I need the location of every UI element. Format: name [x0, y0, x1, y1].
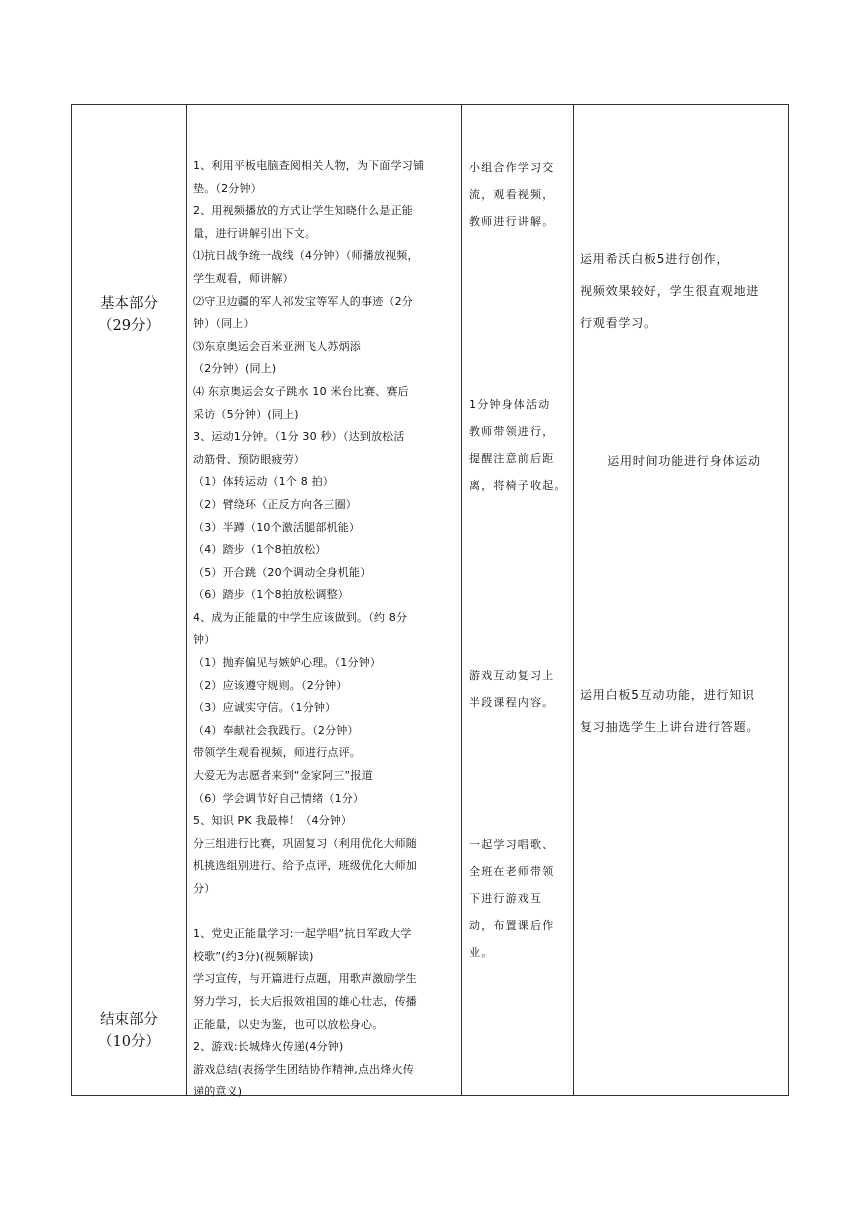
content-line: 2、游戏:长城烽火传递(4分钟) [193, 1040, 344, 1054]
content-line: 钟） [193, 633, 216, 647]
content-line: （6）踏步（1个8拍放松调整） [193, 588, 349, 602]
column-divider [573, 105, 574, 1095]
text-line: 游戏互动复习上 [469, 669, 555, 682]
content-line: 分） [193, 882, 216, 895]
content-line: 1、党史正能量学习:一起学唱“抗日军政大学 [193, 927, 412, 941]
content-line: （2）应该遵守规则。（2分钟） [193, 678, 348, 692]
text-line: 教师进行讲解。 [469, 215, 555, 228]
content-line: 学生观看，师讲解） [193, 271, 294, 285]
text-line: 全班在老师带领 [469, 865, 555, 878]
content-line: （4）踏步（1个8拍放松） [193, 543, 327, 557]
student-activity-block [469, 154, 569, 235]
content-line: ⑴抗日战争统一战线（4分钟）（师播放视频， [193, 249, 419, 263]
content-line: ⑷ 东京奥运会女子跳水 10 米台比赛、赛后 [193, 384, 409, 398]
text-line: 离，将椅子收起。 [469, 479, 567, 492]
content-line: 垫。（2分钟） [193, 181, 262, 195]
lesson-plan-table [71, 104, 789, 1099]
content-line: 4、成为正能量的中学生应该做到。（约 8分 [193, 610, 408, 624]
content-line: 游戏总结(表扬学生团结协作精神,点出烽火传 [193, 1062, 414, 1076]
text-line: 小组合作学习交 [469, 161, 555, 174]
content-line: （2分钟）(同上) [193, 362, 277, 376]
text-line: 半段课程内容。 [469, 696, 555, 709]
content-line: ⑵守卫边疆的军人祁发宝等军人的事迹（2分 [193, 294, 413, 308]
column-divider [461, 105, 462, 1095]
text-line: 业。 [469, 946, 494, 959]
content-line: 钟）（同上） [193, 317, 255, 331]
content-line: 采访（5分钟）(同上) [193, 407, 299, 421]
teaching-content-column [193, 155, 456, 1104]
section-duration: （29分） [98, 318, 160, 334]
column-divider [186, 105, 187, 1095]
text-line: 运用白板5互动功能，进行知识 [580, 688, 755, 702]
text-line: 提醒注意前后距 [469, 452, 555, 465]
content-line: 分三组进行比赛，巩固复习（利用优化大师随 [193, 836, 417, 850]
content-line: 大爱无为志愿者来到“金家阿三”报道 [193, 769, 373, 783]
blank-line [193, 901, 456, 924]
text-line: 运用时间功能进行身体运动 [607, 454, 761, 468]
content-line: （4）奉献社会我践行。（2分钟） [193, 723, 359, 737]
content-line: 动筋骨、预防眼疲劳） [193, 452, 305, 466]
content-line: （5）开合跳（20个调动全身机能） [193, 565, 372, 579]
section-label-end [72, 1009, 186, 1053]
content-line: （3）应诚实守信。（1分钟） [193, 701, 337, 715]
content-line: 5、知识 PK 我最棒！（4分钟） [193, 814, 353, 828]
student-activity-block [469, 831, 569, 966]
text-line: 流，观看视频， [469, 188, 555, 201]
content-line: ⑶东京奥运会百米亚洲飞人苏炳添 [193, 339, 361, 353]
content-line: 3、运动1分钟。（1分 30 秒）（达到放松活 [193, 430, 405, 444]
text-line: 一起学习唱歌、 [469, 838, 555, 851]
content-line: （2）臂绕环（正反方向各三圈） [193, 497, 357, 511]
student-activity-block [469, 391, 569, 499]
tech-note-block [580, 243, 788, 339]
text-line: 行观看学习。 [580, 316, 657, 330]
student-activity-block [469, 662, 569, 716]
content-line: 2、用视频播放的方式让学生知晓什么是正能 [193, 204, 413, 218]
section-title: 结束部分 [100, 1012, 158, 1028]
text-line: 动，布置课后作 [469, 919, 555, 932]
text-line: 复习抽选学生上讲台进行答题。 [580, 720, 760, 734]
section-title: 基本部分 [100, 296, 158, 312]
section-label-basic [72, 293, 186, 337]
text-line: 运用希沃白板5进行创作， [580, 252, 730, 266]
content-line: 学习宣传，与开篇进行点题，用歌声激励学生 [193, 972, 417, 986]
content-line: （1）抛弃偏见与嫉妒心理。（1分钟） [193, 656, 382, 670]
text-line: 教师带领进行， [469, 425, 555, 438]
tech-note-block [580, 679, 788, 743]
content-line: 努力学习，长大后报效祖国的雄心壮志，传播 [193, 994, 417, 1008]
content-line: 校歌”(约3分)(视频解读) [193, 949, 314, 963]
content-line: （6）学会调节好自己情绪（1分） [193, 791, 365, 805]
content-line: 量，进行讲解引出下文。 [193, 226, 317, 240]
content-line: 机挑选组别进行、给予点评，班级优化大师加 [193, 859, 417, 873]
section-duration: （10分） [98, 1034, 160, 1050]
text-line: 下进行游戏互 [469, 892, 543, 905]
content-line: 带领学生观看视频，师进行点评。 [193, 746, 361, 760]
content-line: 1、利用平板电脑查阅相关人物，为下面学习铺 [193, 159, 425, 172]
content-line: （1）体转运动（1个 8 拍） [193, 475, 334, 489]
text-line: 视频效果较好，学生很直观地进 [580, 284, 760, 298]
content-line: （3）半蹲（10个激活腿部机能） [193, 520, 361, 534]
content-line: 递的意义) [193, 1085, 243, 1099]
content-line: 正能量，以史为鉴，也可以放松身心。 [193, 1017, 384, 1031]
tech-note-block [580, 445, 788, 477]
text-line: 1分钟身体活动 [469, 398, 551, 411]
